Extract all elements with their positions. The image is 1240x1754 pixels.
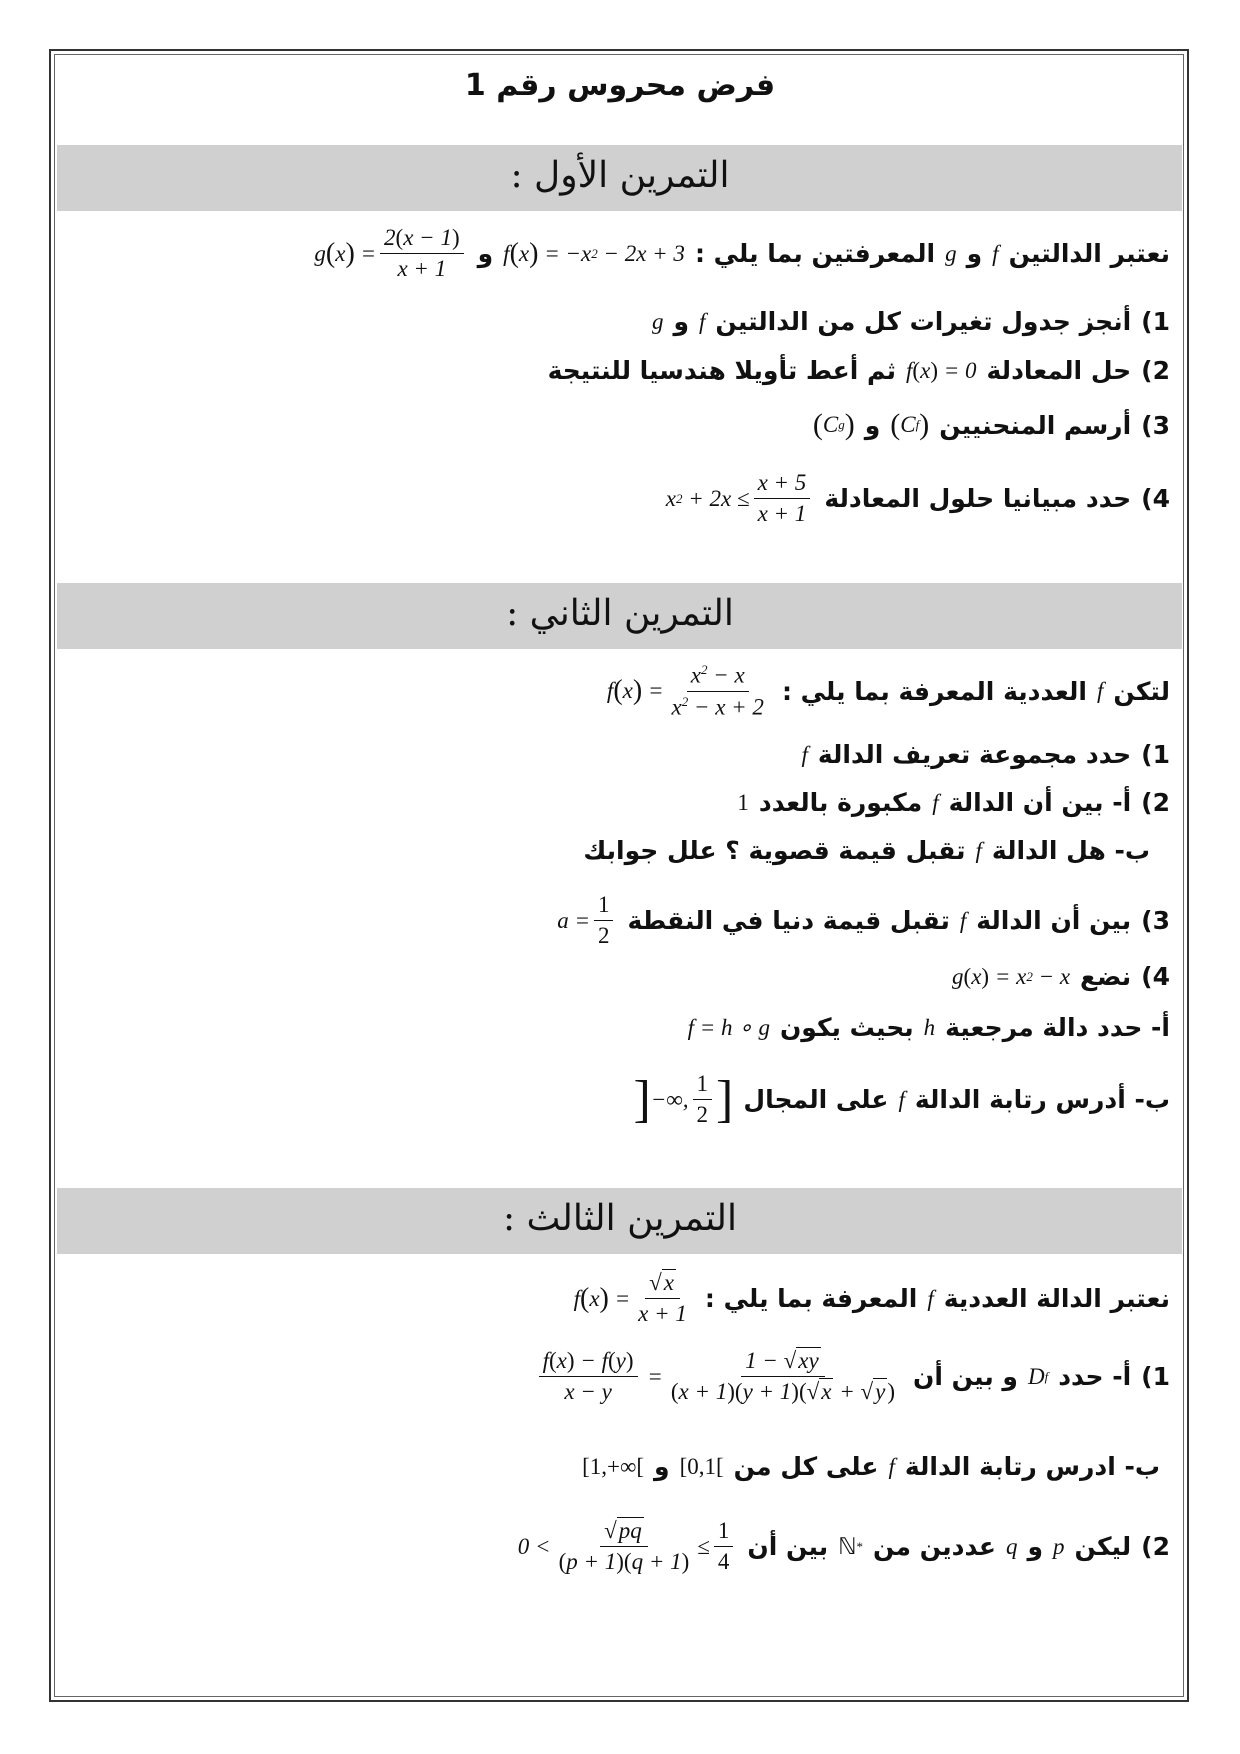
page-border-inner bbox=[54, 54, 1184, 1697]
exercise-2-item-4: 4) نضع g ( x ) = x 2 − x bbox=[952, 962, 1170, 991]
exercise-1-intro: نعتبر الدالتين f و g المعرفتين بما يلي : f ( x ) = −x 2 − 2x + 3 و g ( x ) = $\frac{2(x - 1)}{x + 1}$ bbox=[314, 225, 1170, 281]
exercise-1-item-4: 4) حدد مبيانيا حلول المعادلة x 2 + 2x ≤ $\frac{x + 5}{x + 1}$ bbox=[665, 470, 1170, 526]
exercise-2-item-3: 3) بين أن الدالة f تقبل قيمة دنيا في النقطة a = $\frac{1}{2}$ bbox=[557, 892, 1170, 948]
exercise-3-item-1a: 1) أ- حدد D f و بين أن $\frac{f(x) - f(y)}{x - y}$ = $\frac{1 - √xy}{(x + 1)(y + 1)(√x + √y)}$ bbox=[535, 1348, 1170, 1405]
exercise-3-item-2: 2) ليكن p و q عددين من ℕ * بين أن 0 < $\frac{√pq}{(p + 1)(q + 1)}$ ≤ $\frac{1}{4}$ bbox=[517, 1518, 1170, 1574]
exercise-2-title: التمرين الثاني : bbox=[506, 593, 734, 634]
exercise-2-item-4a: أ- حدد دالة مرجعية h بحيث يكون f = h ∘ g bbox=[687, 1013, 1170, 1042]
exercise-3-item-1b: ب- ادرس رتابة الدالة f على كل من [0,1[ و [1,+∞[ bbox=[582, 1452, 1160, 1481]
exercise-1-item-3: 3) أرسم المنحنيين ( C f ) و ( C g ) bbox=[812, 408, 1170, 441]
exercise-2-intro: لتكن f العددية المعرفة بما يلي : f ( x ) = $\frac{x^2 - x}{x^2 - x + 2}$ bbox=[606, 662, 1170, 720]
exercise-2-item-2b: ب- هل الدالة f تقبل قيمة قصوية ؟ علل جوابك bbox=[583, 836, 1150, 865]
exercise-2-item-4b: ب- أدرس رتابة الدالة f على المجال ] −∞, $\frac{1}{2}$ ] bbox=[633, 1071, 1170, 1128]
exercise-1-item-1: 1) أنجز جدول تغيرات كل من الدالتين f و g bbox=[651, 307, 1170, 336]
page-title: فرض محروس رقم 1 bbox=[464, 68, 776, 103]
exercise-3-intro: نعتبر الدالة العددية f المعرفة بما يلي : f ( x ) = $\frac{√x}{x + 1}$ bbox=[573, 1270, 1170, 1326]
exercise-3-title: التمرين الثالث : bbox=[502, 1198, 738, 1239]
exercise-2-item-1: 1) حدد مجموعة تعريف الدالة f bbox=[801, 740, 1170, 769]
exercise-1-item-2: 2) حل المعادلة f ( x ) = 0 ثم أعط تأويلا هندسيا للنتيجة bbox=[547, 356, 1170, 385]
exercise-2-item-2a: 2) أ- بين أن الدالة f مكبورة بالعدد 1 bbox=[737, 788, 1170, 817]
exercise-1-title: التمرين الأول : bbox=[510, 155, 730, 196]
